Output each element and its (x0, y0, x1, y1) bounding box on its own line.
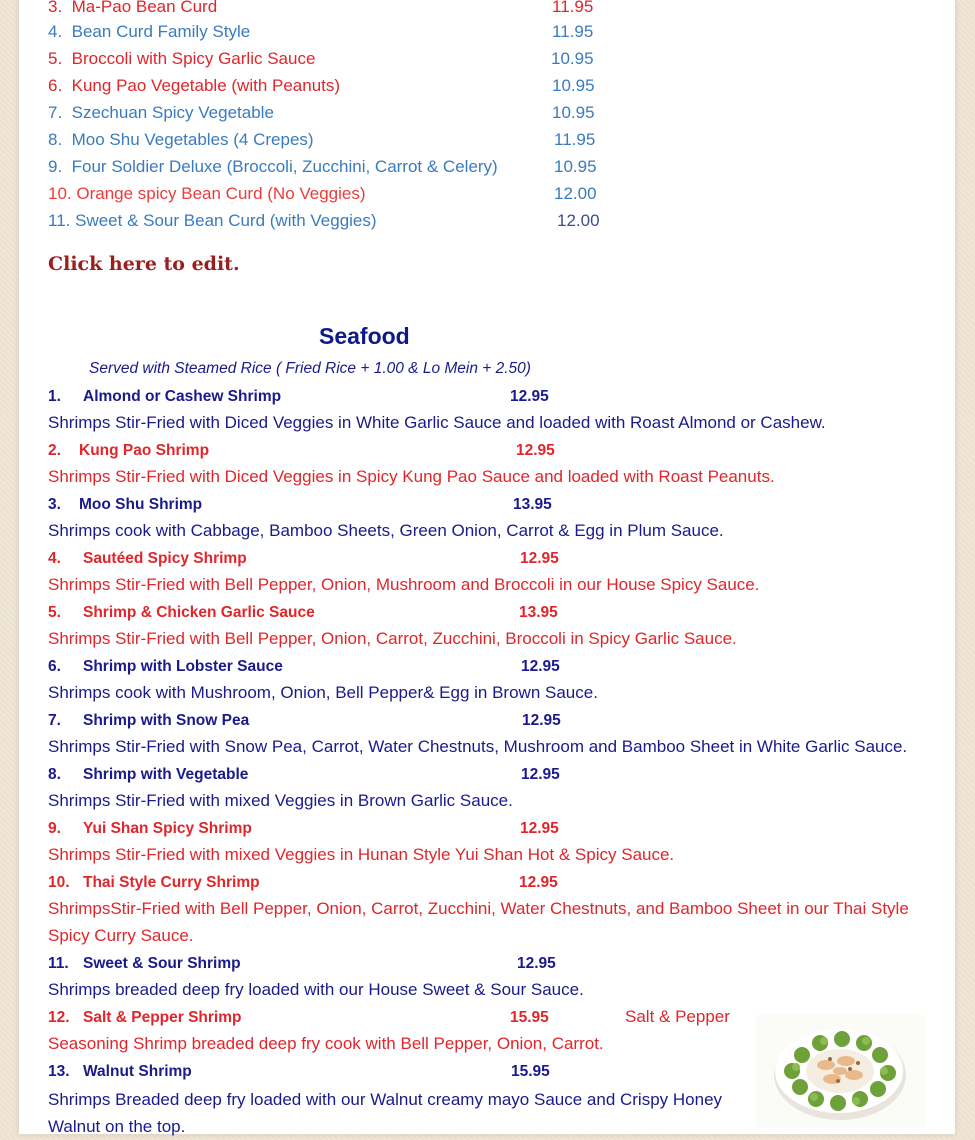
veg-item-name: Bean Curd Family Style (71, 22, 251, 41)
seafood-item-4 (48, 549, 61, 569)
item-name: Sautéed Spicy Shrimp (83, 550, 247, 567)
shrimp-dish-photo (756, 1015, 926, 1128)
item-price: 12.95 (521, 766, 560, 783)
veg-item-name: Ma-Pao Bean Curd (71, 0, 218, 16)
veg-item-name: Four Soldier Deluxe (Broccoli, Zucchini, Carrot & Celery) (71, 157, 498, 176)
veg-item-name: Kung Pao Vegetable (with Peanuts) (71, 76, 341, 95)
veg-item-num: 5. (48, 49, 63, 68)
veg-item-6 (48, 76, 340, 96)
edit-link[interactable]: Click here to edit. (48, 253, 240, 275)
item-name: Almond or Cashew Shrimp (83, 388, 282, 405)
veg-item-num: 7. (48, 103, 63, 122)
veg-item-price: 10.95 (552, 103, 595, 122)
item-name: Thai Style Curry Shrimp (83, 874, 260, 891)
item-price: 12.95 (516, 442, 555, 459)
veg-item-num: 9. (48, 157, 63, 176)
item-desc: Shrimps Stir-Fried with mixed Veggies in Hunan Style Yui Shan Hot & Spicy Sauce. (48, 845, 675, 864)
veg-item-price: 10.95 (552, 76, 595, 95)
item-name: Shrimp with Lobster Sauce (83, 658, 283, 675)
item-num: 3. (48, 496, 61, 513)
seafood-item-6 (48, 657, 61, 677)
item-num: 11. (48, 955, 69, 972)
veg-item-num: 4. (48, 22, 63, 41)
item-num: 6. (48, 658, 61, 675)
seafood-item-13 (48, 1062, 70, 1082)
item-desc: Shrimps Stir-Fried with Bell Pepper, Onion, Mushroom and Broccoli in our House Spicy Sauce. (48, 575, 760, 594)
item-desc: Shrimps Stir-Fried with Bell Pepper, Onion, Carrot, Zucchini, Broccoli in Spicy Garlic Sauce. (48, 629, 737, 648)
item-name: Kung Pao Shrimp (79, 442, 210, 459)
veg-item-name: Orange spicy Bean Curd (No Veggies) (76, 184, 366, 203)
veg-item-price: 11.95 (554, 130, 596, 149)
item-price: 15.95 (511, 1063, 550, 1080)
item-desc-start: Salt & Pepper (625, 1007, 730, 1026)
item-desc: Shrimps breaded deep fry loaded with our House Sweet & Sour Sauce. (48, 980, 584, 999)
item-num: 7. (48, 712, 61, 729)
section-title: Seafood (319, 323, 410, 349)
veg-item-price: 12.00 (554, 184, 597, 203)
seafood-item-5 (48, 603, 61, 623)
section-subtitle: Served with Steamed Rice ( Fried Rice + 1.00 & Lo Mein + 2.50) (89, 360, 531, 377)
item-name: Yui Shan Spicy Shrimp (83, 820, 252, 837)
veg-item-7 (48, 103, 274, 123)
item-name: Walnut Shrimp (83, 1063, 192, 1080)
seafood-item-7 (48, 711, 61, 731)
item-num: 13. (48, 1063, 70, 1080)
item-price: 12.95 (517, 955, 556, 972)
veg-item-num: 6. (48, 76, 63, 95)
item-price: 12.95 (522, 712, 561, 729)
item-desc: Shrimps Stir-Fried with Diced Veggies in Spicy Kung Pao Sauce and loaded with Roast Peanuts. (48, 467, 775, 486)
item-num: 5. (48, 604, 61, 621)
item-desc: ShrimpsStir-Fried with Bell Pepper, Onion, Carrot, Zucchini, Water Chestnuts, and Bamboo Sheet in our Thai Style Spicy Curry Sauce. (48, 899, 909, 945)
item-num: 1. (48, 388, 61, 405)
seafood-item-12 (48, 1008, 70, 1028)
item-desc: Seasoning Shrimp breaded deep fry cook with Bell Pepper, Onion, Carrot. (48, 1034, 604, 1053)
seafood-item-2 (48, 441, 61, 461)
veg-item-3 (48, 0, 217, 17)
item-price: 12.95 (520, 550, 559, 567)
seafood-item-9 (48, 819, 61, 839)
veg-item-name: Szechuan Spicy Vegetable (71, 103, 274, 122)
veg-item-num: 8. (48, 130, 63, 149)
item-num: 8. (48, 766, 61, 783)
item-price: 13.95 (513, 496, 552, 513)
seafood-item-11 (48, 954, 69, 974)
veg-item-price: 12.00 (557, 211, 600, 230)
veg-item-num: 10. (48, 184, 72, 203)
item-desc: Shrimps cook with Cabbage, Bamboo Sheets, Green Onion, Carrot & Egg in Plum Sauce. (48, 521, 724, 540)
item-name: Salt & Pepper Shrimp (83, 1009, 242, 1026)
plate-image (756, 1015, 926, 1128)
veg-item-num: 11. (48, 211, 71, 230)
item-price: 13.95 (519, 604, 558, 621)
item-num: 10. (48, 874, 70, 891)
item-price: 15.95 (510, 1009, 549, 1026)
item-name: Moo Shu Shrimp (79, 496, 203, 513)
item-num: 2. (48, 442, 61, 459)
veg-item-price: 10.95 (554, 157, 597, 176)
item-price: 12.95 (521, 658, 560, 675)
item-desc: Shrimps Stir-Fried with mixed Veggies in Brown Garlic Sauce. (48, 791, 513, 810)
item-price: 12.95 (520, 820, 559, 837)
item-desc: Shrimps cook with Mushroom, Onion, Bell Pepper& Egg in Brown Sauce. (48, 683, 598, 702)
veg-item-8 (48, 130, 314, 150)
item-name: Sweet & Sour Shrimp (83, 955, 241, 972)
item-desc: Shrimps Stir-Fried with Diced Veggies in White Garlic Sauce and loaded with Roast Almond or Cashew. (48, 413, 826, 432)
veg-item-price: 10.95 (551, 49, 594, 68)
veg-item-5 (48, 49, 315, 69)
seafood-item-10 (48, 873, 70, 893)
veg-item-price: 11.95 (552, 22, 594, 41)
item-name: Shrimp with Snow Pea (83, 712, 250, 729)
veg-item-4 (48, 22, 250, 42)
item-price: 12.95 (510, 388, 549, 405)
item-num: 4. (48, 550, 61, 567)
item-name: Shrimp with Vegetable (83, 766, 249, 783)
veg-item-9 (48, 157, 498, 177)
veg-item-name: Sweet & Sour Bean Curd (with Veggies) (75, 211, 377, 230)
item-price: 12.95 (519, 874, 558, 891)
item-name: Shrimp & Chicken Garlic Sauce (83, 604, 315, 621)
seafood-item-8 (48, 765, 61, 785)
item-num: 12. (48, 1009, 70, 1026)
veg-item-num: 3. (48, 0, 63, 16)
veg-item-10 (48, 184, 366, 204)
item-desc: Shrimps Breaded deep fry loaded with our Walnut creamy mayo Sauce and Crispy Honey Walnut on the top. (48, 1090, 723, 1136)
item-num: 9. (48, 820, 61, 837)
seafood-item-3 (48, 495, 61, 515)
seafood-item-1 (48, 387, 61, 407)
veg-item-name: Broccoli with Spicy Garlic Sauce (71, 49, 316, 68)
item-desc: Shrimps Stir-Fried with Snow Pea, Carrot, Water Chestnuts, Mushroom and Bamboo Sheet in White Garlic Sauce. (48, 737, 908, 756)
veg-item-11 (48, 211, 377, 231)
veg-item-name: Moo Shu Vegetables (4 Crepes) (71, 130, 314, 149)
veg-item-price: 11.95 (552, 0, 594, 16)
